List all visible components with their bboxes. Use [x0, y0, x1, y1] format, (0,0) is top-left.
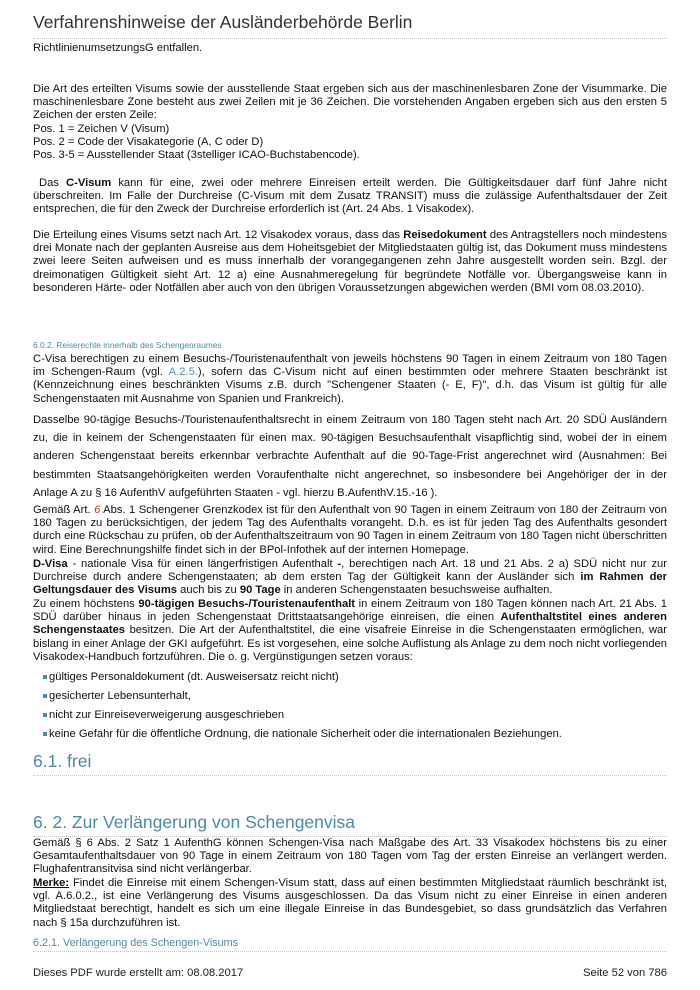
text-run: in anderen Schengenstaaten besuchsweise aufhalten. — [280, 584, 553, 597]
mrz-pos-2: Pos. 2 = Code der Visakategorie (A, C oder D) — [33, 135, 264, 148]
section-6-0-2-heading: 6.0.2. Reiserechte innerhalb des Schengenraumes — [33, 340, 222, 350]
paragraph-grenzkodex — [33, 504, 667, 557]
square-bullet-icon — [43, 732, 47, 736]
list-item — [43, 690, 191, 702]
list-item — [43, 728, 562, 740]
intro-text: RichtlinienumsetzungsG entfallen. — [33, 42, 203, 54]
text-run: in einem Zeitraum von 180 Tagen können nach Art. 21 Abs. 1 SDÜ darüber hinaus in jeden Schengenstaat Drittstaatsangehörige einreisen, die einen — [33, 598, 668, 624]
bold-term-geltungsdauer: im Rahmen der Geltungsdauer des Visums — [33, 571, 667, 597]
paragraph-aufenthaltstitel — [33, 598, 667, 664]
article-number-6: 6 — [94, 504, 101, 516]
bold-term-c-visum: C-Visum — [66, 177, 112, 189]
bold-term-besuchsaufenthalt: 90-tägigen Besuchs-/Touristenaufenthalt — [138, 598, 356, 610]
section-6-2-1-heading: 6.2.1. Verlängerung des Schengen-Visums — [33, 937, 667, 952]
paragraph-reisedokument — [33, 229, 667, 295]
text-run: Das — [39, 177, 67, 189]
section-6-1-heading: 6.1. frei — [33, 751, 667, 776]
text-run: Abs. 1 Schengener Grenzkodex ist für den Aufenthalt von 90 Tagen in einem Zeitraum von 180 der Zeitraum von 180 Tagen zu berücksichtigen, der jedem Tag des Aufenthalts vorangeht. D.h. es ist für jeden Tag des Aufenthalts gesondert durch eine Rückschau zu prüfen, ob der Aufenthaltszeitraum von 90 Tagen in einem Zeitraum von 180 Tagen nicht überschritten wird. Eine Berechnungshilfe findet sich in der BPol-Infothek auf der internen Homepage. — [33, 504, 667, 556]
list-item-text: keine Gefahr für die öffentliche Ordnung, die nationale Sicherheit oder die internationalen Beziehungen. — [49, 728, 562, 740]
list-item — [43, 671, 339, 683]
text-run: Findet die Einreise mit einem Schengen-Visum statt, dass auf einen bestimmten Mitgliedstaat räumlich beschränkt ist, vgl. A.6.0.2., ist eine Verlängerung des Visums ausgeschlossen. Da das Visum nicht zu einer Einreise in einen anderen Mitgliedstaat berechtigt, handelt es sich um eine illegale Einreise in das Bundesgebiet, so dass grundsätzlich das Verfahren nach § 15a durchzuführen ist. — [33, 877, 667, 929]
bold-term-90-tage: 90 Tage — [239, 584, 281, 597]
list-item-text: gesicherter Lebensunterhalt, — [49, 690, 191, 702]
reference-link-a-2-5[interactable]: A.2.5. — [168, 366, 198, 379]
paragraph-d-visa — [33, 558, 667, 598]
text-run: auch bis zu — [177, 584, 240, 597]
merke-label: Merke: — [33, 877, 70, 889]
mrz-pos-1: Pos. 1 = Zeichen V (Visum) — [33, 122, 170, 135]
mrz-description: Die Art des erteilten Visums sowie der ausstellende Staat ergeben sich aus der maschinenlesbaren Zone der Visummarke. Die maschinenlesbare Zone besteht aus zwei Zeilen mit je 36 Zeichen. Die vorstehenden Angaben ergeben sich aus den ersten 5 Zeichen der ersten Zeile: — [33, 83, 667, 122]
paragraph-c-visum — [33, 177, 667, 217]
list-item — [43, 709, 284, 721]
paragraph-verlaengerung: Gemäß § 6 Abs. 2 Satz 1 AufenthG können Schengen-Visa nach Maßgabe des Art. 33 Visakodex höchstens bis zu einer Gesamtaufenthaltsdauer von 90 Tage in einem Zeitraum von 180 Tagen vom Tag der ersten Einreise an verlängert werden. Flughafentransitvisa sind nicht verlängerbar. — [33, 837, 667, 876]
text-run: Gemäß Art. — [33, 504, 95, 516]
text-run: besitzen. Die Art der Aufenthaltstitel, die eine visafreie Einreise in die Schengenstaaten ermöglichen, war bislang in einer Anlage der GKI aufgeführt. Es ist vorgesehen, eine solche Auflistung als Anlage zu dem noch nicht vorliegenden Visakodex-Handbuch fortzuführen. Die o. g. Vergünstigungen setzen voraus: — [33, 624, 667, 663]
paragraph-mrz — [33, 83, 667, 162]
paragraph-art-20-sdue: Dasselbe 90-tägige Besuchs-/Touristenaufenthaltsrecht in einem Zeitraum von 180 Tagen steht nach Art. 20 SDÜ Ausländern zu, die in keinem der Schengenstaaten für einen max. 90-tägigen Besuchsaufenthalt visapflichtig sind, wobei der in einem anderen Schengenstaat bereits erkennbar verbrachte Aufenthalt auf die 90-Tage-Frist angerechnet wird (Ausnahmen: Bei bestimmten Staatsangehörigkeiten werden Voraufenthalte nicht angerechnet, so insbesondere bei Angehöriger der in der Anlage A zu § 16 AufenthV aufgeführten Staaten - vgl. hierzu B.AufenthV.15.-16 ). — [33, 414, 667, 499]
page-header-title: Verfahrenshinweise der Ausländerbehörde Berlin — [33, 12, 667, 39]
text-run: ), sofern das C-Visum nicht auf einen bestimmten oder mehrere Staaten beschränkt ist (Kennzeichnung eines beschränkten Visums z.B. durch "Schengener Staaten (- E, F)", d.h. das Visum ist gültig für alle Schengenstaaten mit Ausnahme von Spanien und Frankreich). — [33, 366, 667, 405]
text-run: kann für eine, zwei oder mehrere Einreisen erteilt werden. Die Gültigkeitsdauer darf fünf Jahre nicht überschreiten. Im Falle der Durchreise (C-Visum mit dem Zusatz TRANSIT) muss die zulässige Aufenthaltsdauer der Zeit entsprechen, die für den Zweck der Durchreise erforderlich ist (Art. 24 Abs. 1 Visakodex). — [33, 177, 667, 216]
text-run: Zu einem höchstens — [33, 598, 139, 610]
text-run: - nationale Visa für einen längerfristigen Aufenthalt — [67, 558, 338, 570]
text-run: des Antragstellers noch mindestens drei Monate nach der geplanten Ausreise aus dem Hoheitsgebiet der Mitgliedstaaten gültig ist, das Dokument muss mindestens zwei leere Seiten aufweisen und es muss innerhalb der vorangegangenen zehn Jahre ausgestellt worden sein. Bzgl. der dreimonatigen Gültigkeit sieht Art. 12 a) eine Ausnahmeregelung für begründete Notfälle vor. Übergangsweise kann in besonderen Härte- oder Notfällen aber auch von den übrigen Voraussetzungen abgewichen werden (BMI vom 08.03.2010). — [33, 229, 667, 294]
footer-created-date: Dieses PDF wurde erstellt am: 08.08.2017 — [33, 967, 244, 979]
footer-page-number: Seite 52 von 786 — [583, 967, 667, 979]
paragraph-c-visa-rights — [33, 353, 667, 406]
mrz-pos-3-5: Pos. 3-5 = Ausstellender Staat (3stelliger ICAO-Buchstabencode). — [33, 149, 360, 162]
section-6-2-heading: 6. 2. Zur Verlängerung von Schengenvisa — [33, 812, 667, 837]
list-item-text: nicht zur Einreiseverweigerung ausgeschrieben — [49, 709, 285, 721]
square-bullet-icon — [43, 694, 47, 698]
list-item-text: gültiges Personaldokument (dt. Ausweisersatz reicht nicht) — [49, 671, 339, 683]
text-run: , berechtigen nach Art. 18 und 21 Abs. 2 a) SDÜ nicht nur zur Durchreise durch andere Schengenstaaten; ab dem ersten Tag der Gültigkeit kann der Ausländer sich — [33, 558, 668, 584]
square-bullet-icon — [43, 675, 47, 679]
square-bullet-icon — [43, 713, 47, 717]
bold-term-aufenthaltstitel: Aufenthaltstitel eines anderen Schengenstaates — [33, 611, 667, 637]
bold-term-d-visa: D-Visa — [33, 558, 68, 570]
text-run: C-Visa berechtigen zu einem Besuchs-/Touristenaufenthalt von jeweils höchstens 90 Tagen in einem Zeitraum von 180 Tagen im Schengen-Raum (vgl. — [33, 353, 667, 379]
bold-term-reisedokument: Reisedokument — [403, 229, 487, 241]
text-run: Die Erteilung eines Visums setzt nach Art. 12 Visakodex voraus, dass das — [33, 229, 404, 241]
bold-dash: - — [337, 558, 342, 570]
paragraph-merke — [33, 877, 667, 930]
